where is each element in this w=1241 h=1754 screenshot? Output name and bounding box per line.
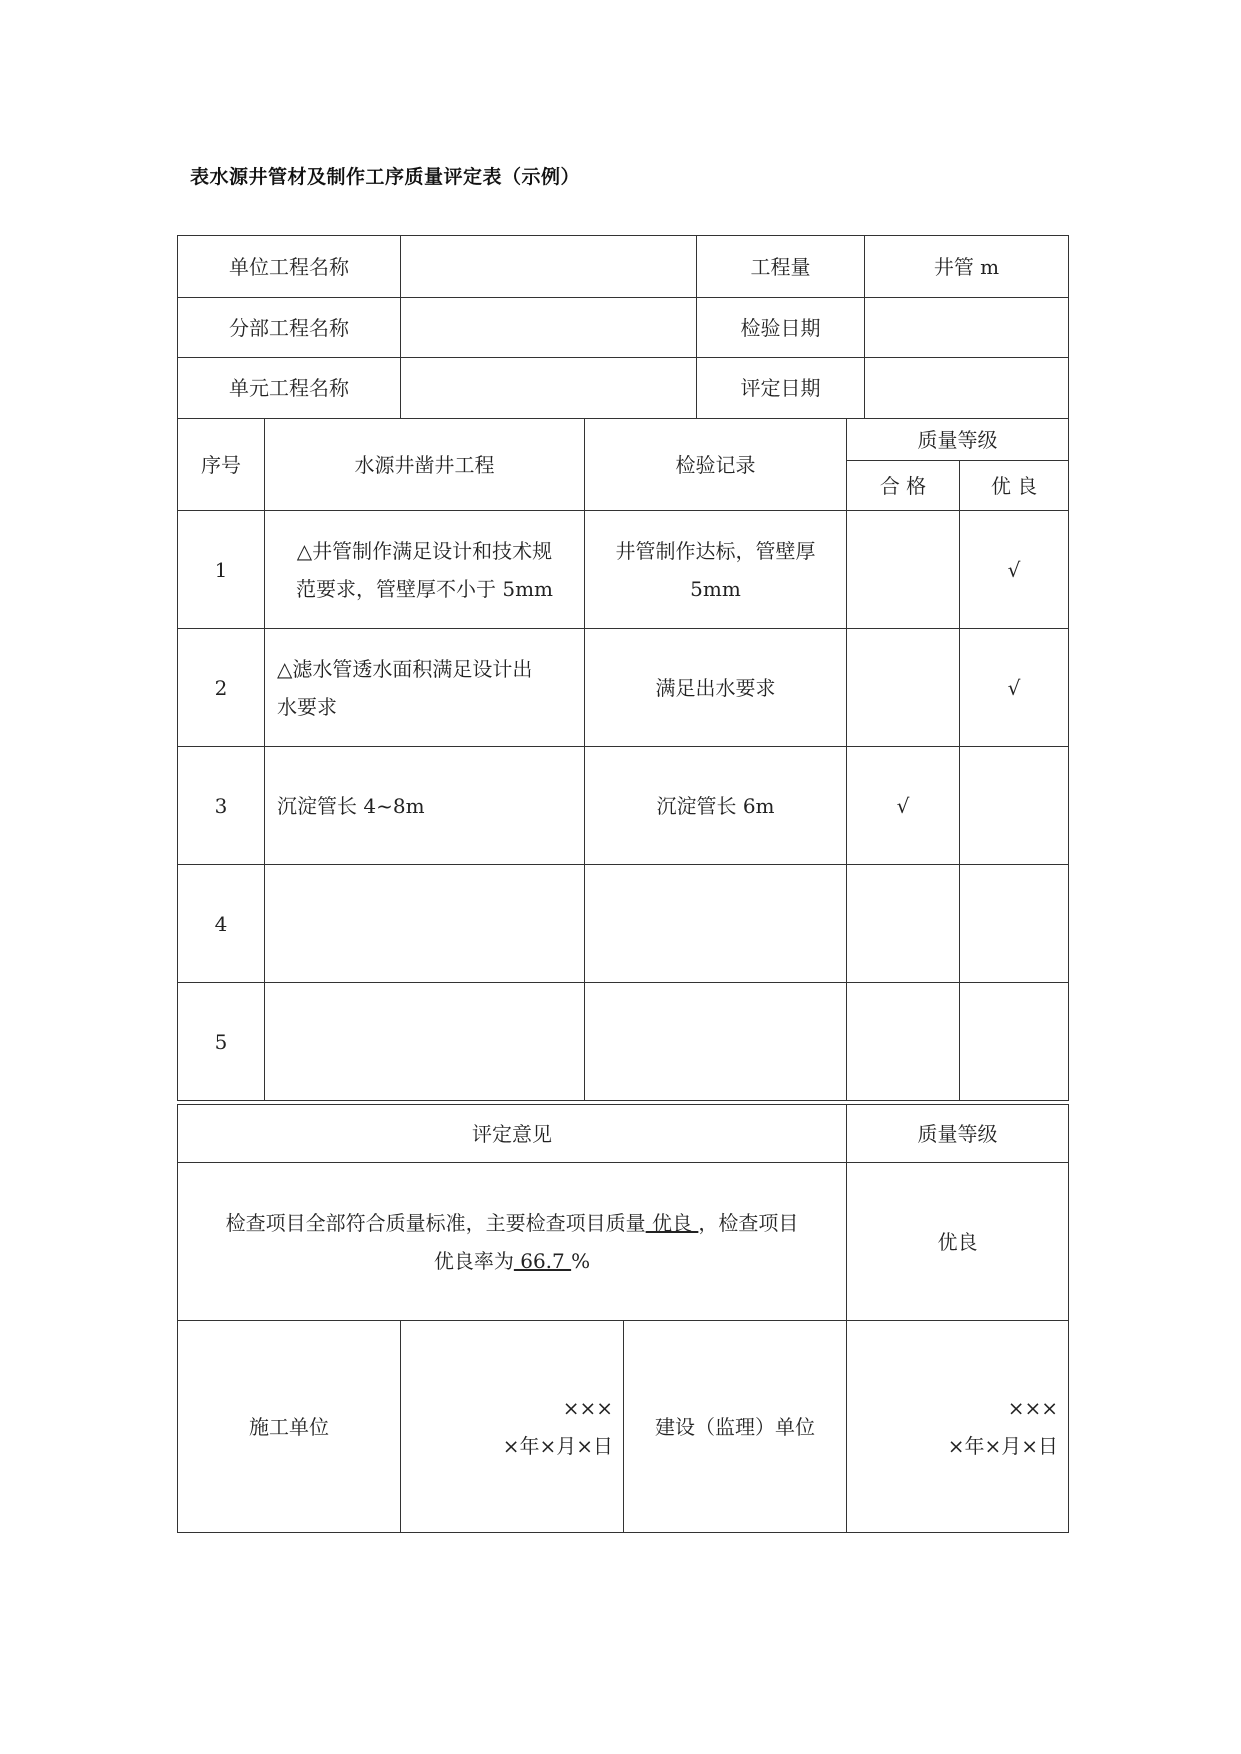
row-record-line: 井管制作达标，管壁厚 xyxy=(615,538,816,563)
col-item-header: 水源井凿井工程 xyxy=(265,419,585,511)
quantity-value: 井管 m xyxy=(865,236,1069,298)
inspection-table xyxy=(177,418,1069,1101)
supervision-signature xyxy=(847,1321,1069,1533)
row-pass xyxy=(847,511,960,629)
opinion-text-part: ，检查项目 xyxy=(698,1210,799,1235)
table-row xyxy=(178,983,1069,1101)
row-item-line: 水要求 xyxy=(277,694,337,719)
row-record xyxy=(585,865,847,983)
row-seq: 1 xyxy=(178,511,265,629)
excellent-rate-value: 66.7 xyxy=(513,1248,572,1273)
inspection-date-value xyxy=(865,298,1069,358)
row-record xyxy=(585,511,847,629)
col-record-header: 检验记录 xyxy=(585,419,847,511)
col-excellent-header: 优 良 xyxy=(960,461,1069,511)
opinion-text-part: % xyxy=(571,1248,591,1273)
row-seq: 4 xyxy=(178,865,265,983)
supervision-name: ××× xyxy=(1007,1395,1058,1420)
grade-value: 优良 xyxy=(847,1163,1069,1321)
table-row xyxy=(178,865,1069,983)
row-seq: 3 xyxy=(178,747,265,865)
col-pass-header: 合 格 xyxy=(847,461,960,511)
construction-name: ××× xyxy=(562,1395,613,1420)
signature-table xyxy=(177,1320,1069,1533)
row-record-line: 5mm xyxy=(690,576,741,601)
row-item xyxy=(265,629,585,747)
row-record-line: 满足出水要求 xyxy=(655,675,776,700)
table-row xyxy=(178,629,1069,747)
row-record xyxy=(585,629,847,747)
unit-project-label: 单位工程名称 xyxy=(178,236,401,298)
opinion-text-part: 优良率为 xyxy=(433,1248,514,1273)
row-excellent xyxy=(960,983,1069,1101)
main-quality-value: 优良 xyxy=(645,1210,699,1235)
row-pass xyxy=(847,865,960,983)
table-row xyxy=(178,511,1069,629)
header-table xyxy=(177,235,1069,419)
row-item xyxy=(265,983,585,1101)
grade-label: 质量等级 xyxy=(847,1105,1069,1163)
col-grade-header: 质量等级 xyxy=(847,419,1069,461)
row-pass xyxy=(847,983,960,1101)
inspection-date-label: 检验日期 xyxy=(697,298,865,358)
row-record xyxy=(585,747,847,865)
opinion-text xyxy=(178,1163,847,1321)
construction-signature xyxy=(401,1321,624,1533)
row-item xyxy=(265,865,585,983)
quantity-label: 工程量 xyxy=(697,236,865,298)
evaluation-date-value xyxy=(865,358,1069,419)
element-value xyxy=(401,358,697,419)
row-item-line: 范要求，管壁厚不小于 5mm xyxy=(295,576,553,601)
row-item xyxy=(265,511,585,629)
unit-project-value xyxy=(401,236,697,298)
row-record-line: 沉淀管长 6m xyxy=(656,793,775,818)
table-row xyxy=(178,747,1069,865)
row-excellent: √ xyxy=(960,629,1069,747)
division-value xyxy=(401,298,697,358)
row-excellent: √ xyxy=(960,511,1069,629)
row-record xyxy=(585,983,847,1101)
row-item xyxy=(265,747,585,865)
opinion-text-part: 检查项目全部符合质量标准，主要检查项目质量 xyxy=(225,1210,646,1235)
row-excellent xyxy=(960,865,1069,983)
row-item-line: 沉淀管长 4~8m xyxy=(277,793,425,818)
evaluation-table xyxy=(177,1104,1069,1321)
element-label: 单元工程名称 xyxy=(178,358,401,419)
construction-date: ×年×月×日 xyxy=(502,1433,613,1458)
construction-unit-label: 施工单位 xyxy=(178,1321,401,1533)
supervision-unit-label: 建设（监理）单位 xyxy=(624,1321,847,1533)
row-seq: 5 xyxy=(178,983,265,1101)
opinion-label: 评定意见 xyxy=(178,1105,847,1163)
col-seq-header: 序号 xyxy=(178,419,265,511)
row-seq: 2 xyxy=(178,629,265,747)
row-item-line: △井管制作满足设计和技术规 xyxy=(296,538,553,563)
row-item-line: △滤水管透水面积满足设计出 xyxy=(277,656,533,681)
supervision-date: ×年×月×日 xyxy=(947,1433,1058,1458)
row-pass: √ xyxy=(847,747,960,865)
division-label: 分部工程名称 xyxy=(178,298,401,358)
evaluation-date-label: 评定日期 xyxy=(697,358,865,419)
row-excellent xyxy=(960,747,1069,865)
page-title: 表水源井管材及制作工序质量评定表（示例） xyxy=(190,166,581,188)
row-pass xyxy=(847,629,960,747)
